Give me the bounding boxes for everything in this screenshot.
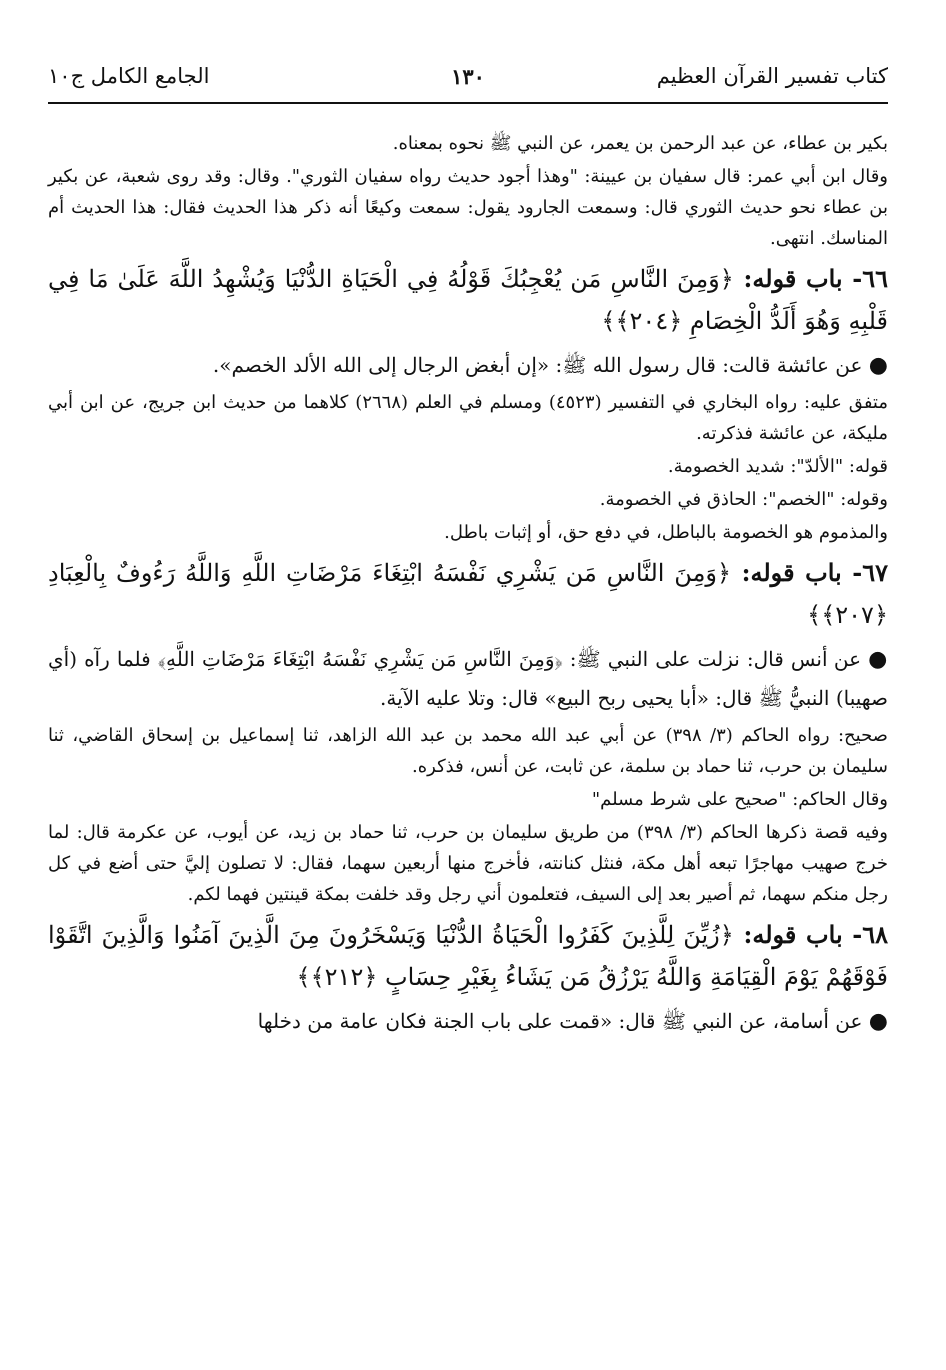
hadith-paragraph [48,640,888,718]
book-title: كتاب تفسير القرآن العظيم [656,64,888,88]
running-header [48,58,888,104]
chapter-title: ٦٨- باب قوله: [743,920,889,949]
chapter-heading-67 [48,552,888,636]
bullet-icon: ● [868,647,889,672]
hadith-text: عن أنس قال: نزلت على النبي ﷺ: ﴿وَمِنَ النَّاسِ مَن يَشْرِي نَفْسَهُ ابْتِغَاءَ مَرْضَاتِ اللَّهِ﴾ فلما رآه (أي صهيبا) النبيُّ ﷺ قال: «أبا يحيى ربح البيع» قال: وتلا عليه الآية. [48,647,888,710]
chapter-heading-68 [48,914,888,998]
bullet-icon: ● [868,353,888,378]
quran-verse: ﴿زُيِّنَ لِلَّذِينَ كَفَرُوا الْحَيَاةُ الدُّنْيَا وَيَسْخَرُونَ مِنَ الَّذِينَ آمَنُوا وَالَّذِينَ اتَّقَوْا فَوْقَهُمْ يَوْمَ الْقِيَامَةِ وَاللَّهُ يَرْزُقُ مَن يَشَاءُ بِغَيْرِ حِسَابٍ ﴿٢١٢﴾﴾ [48,921,888,991]
hadith-text: عن أسامة، عن النبي ﷺ قال: «قمت على باب الجنة فكان عامة من دخلها [257,1009,863,1033]
chapter-title: ٦٧- باب قوله: [741,558,888,587]
note-line: والمذموم هو الخصومة بالباطل، في دفع حق، أو إثبات باطل. [444,522,888,543]
note-line: وقال الحاكم: "صحيح على شرط مسلم" [591,789,888,810]
chapter-title: ٦٦- باب قوله: [743,264,888,293]
page-number: ١٣٠ [451,64,485,89]
story-paragraph: وفيه قصة ذكرها الحاكم (٣/ ٣٩٨) من طريق سليمان بن حرب، ثنا حماد بن زيد، عن أيوب، عن عكرمة قال: لما خرج صهيب مهاجرًا تبعه أهل مكة، فنثل كنانته، فأخرج منها أربعين سهما، فقال: لا تصلون إليَّ حتى أضع في كل رجل منكم سهما، ثم أصير بعد إلى السيف، فتعلمون أني رجل وقد خلفت بمكة قينتين فهما لكم. [48,822,888,905]
bullet-icon: ● [868,1009,888,1034]
hadith-paragraph [48,1002,888,1041]
text-line: بكير بن عطاء، عن عبد الرحمن بن يعمر، عن النبي ﷺ نحوه بمعناه. [392,133,888,154]
takhrij-paragraph: متفق عليه: رواه البخاري في التفسير (٤٥٢٣) ومسلم في العلم (٢٦٦٨) كلاهما من حديث ابن جريج، عن ابن أبي مليكة، عن عائشة فذكرته. [48,392,888,444]
note-line: وقوله: "الخصم": الحاذق في الخصومة. [599,489,888,510]
chapter-heading-66 [48,258,888,342]
takhrij-paragraph: صحيح: رواه الحاكم (٣/ ٣٩٨) عن أبي عبد الله محمد بن عبد الله الزاهد، ثنا إسماعيل بن إسحاق القاضي، ثنا سليمان بن حرب، ثنا حماد بن سلمة، عن ثابت، عن أنس، فذكره. [48,725,888,777]
volume-title: الجامع الكامل ج١٠ [48,64,210,88]
note-line: قوله: "الألدّ": شديد الخصومة. [667,456,888,477]
hadith-paragraph [48,346,888,385]
narration-paragraph: وقال ابن أبي عمر: قال سفيان بن عيينة: "وهذا أجود حديث رواه سفيان الثوري". وقال: وقد روى شعبة، عن بكير بن عطاء نحو حديث الثوري قال: وسمعت الجارود يقول: سمعت وكيعًا أنه ذكر هذا الحديث فقال: هذا الحديث أم المناسك. انتهى. [48,166,888,249]
hadith-text: عن عائشة قالت: قال رسول الله ﷺ: «إن أبغض الرجال إلى الله الألد الخصم». [212,353,863,377]
quran-verse: ﴿وَمِنَ النَّاسِ مَن يَشْرِي نَفْسَهُ ابْتِغَاءَ مَرْضَاتِ اللَّهِ وَاللَّهُ رَءُوفٌ بِالْعِبَادِ ﴿٢٠٧﴾﴾ [48,559,888,629]
quran-verse: ﴿وَمِنَ النَّاسِ مَن يُعْجِبُكَ قَوْلُهُ فِي الْحَيَاةِ الدُّنْيَا وَيُشْهِدُ اللَّهَ عَلَىٰ مَا فِي قَلْبِهِ وَهُوَ أَلَدُّ الْخِصَامِ ﴿٢٠٤﴾﴾ [48,265,888,335]
page-body [48,128,888,1043]
